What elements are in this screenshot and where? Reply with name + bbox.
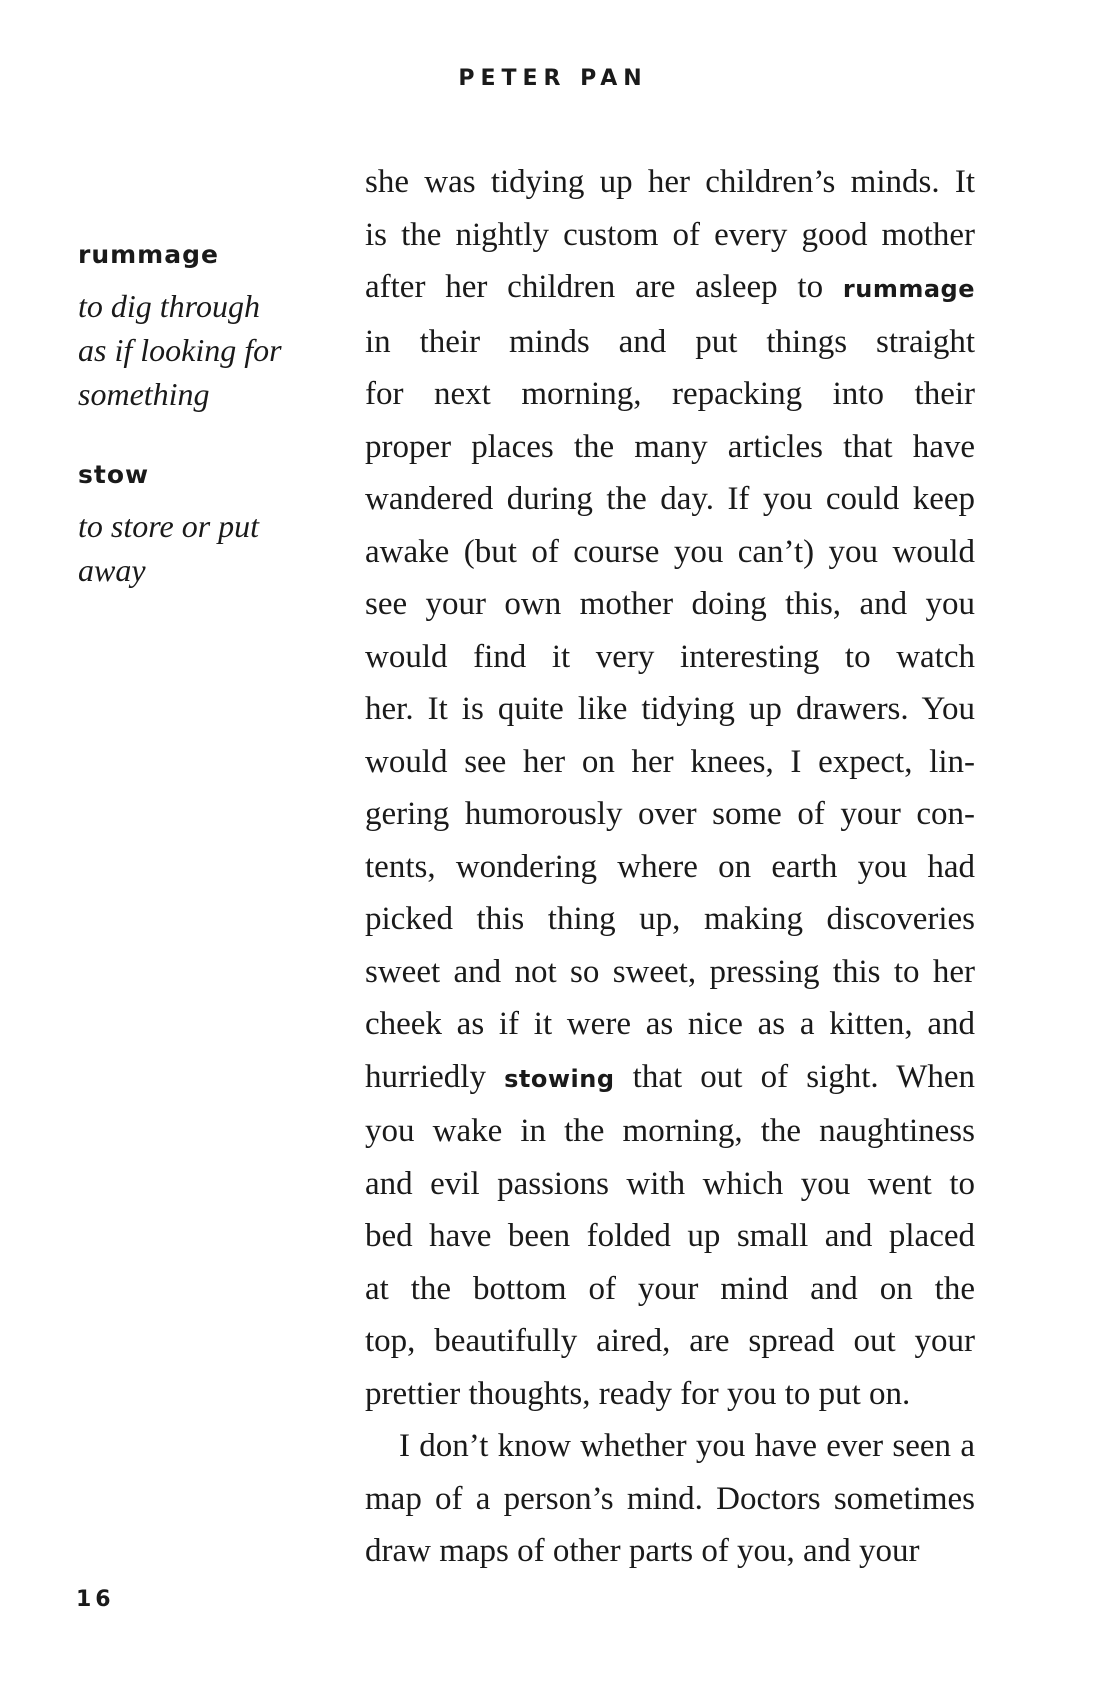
text-line: I don’t know whether you have ever seen a [399, 1428, 975, 1464]
text-line: her. It is quite like tidying up drawers. You [365, 691, 975, 727]
definition-line: to store or put [78, 508, 260, 544]
text-fragment: after her children are asleep to [365, 269, 843, 305]
text-line: prettier thoughts, ready for you to put on. [365, 1375, 911, 1412]
glossary-definition [78, 504, 318, 592]
text-line: wandered during the day. If you could keep [365, 481, 975, 517]
text-line: see your own mother doing this, and you [365, 586, 975, 622]
text-line: draw maps of other parts of you, and your [365, 1533, 920, 1569]
glossary-term: stow [78, 460, 150, 489]
text-line: bed have been folded up small and placed [365, 1218, 975, 1254]
definition-line: as if looking for [78, 332, 282, 368]
glossary-term-highlight: rummage [842, 275, 975, 303]
glossary-term-highlight: stowing [504, 1064, 615, 1093]
text-line: and evil passions with which you went to [365, 1165, 975, 1202]
text-line: at the bottom of your mind and on the [365, 1270, 975, 1307]
text-fragment: that out of sight. When [614, 1058, 975, 1095]
text-line: sweet and not so sweet, pressing this to her [365, 953, 975, 990]
glossary-sidebar [78, 240, 318, 636]
glossary-term: rummage [78, 240, 219, 269]
text-line: in their minds and put things straight [365, 323, 975, 360]
text-line: you wake in the morning, the naughtiness [365, 1113, 975, 1149]
body-text [365, 156, 975, 1578]
page-number: 16 [76, 1587, 115, 1612]
text-line: would see her on her knees, I expect, lin- [365, 743, 975, 780]
text-line: map of a person’s mind. Doctors sometimes [365, 1480, 975, 1517]
glossary-entry-stow [78, 460, 318, 592]
definition-line: something [78, 376, 210, 412]
running-head: PETER PAN [458, 66, 648, 91]
text-line: she was tidying up her children’s minds. It [365, 164, 975, 200]
glossary-entry-rummage [78, 240, 318, 416]
text-line: gering humorously over some of your con- [365, 796, 975, 832]
definition-line: to dig through [78, 288, 260, 324]
text-line: cheek as if it were as nice as a kitten, and [365, 1006, 975, 1042]
text-fragment: hurriedly [365, 1058, 505, 1095]
text-line: proper places the many articles that have [365, 428, 975, 465]
text-line: tents, wondering where on earth you had [365, 848, 975, 885]
definition-line: away [78, 552, 146, 588]
text-line-with-term [365, 261, 975, 316]
glossary-definition [78, 284, 318, 416]
text-line: awake (but of course you can’t) you would [365, 533, 975, 570]
text-line: picked this thing up, making discoveries [365, 901, 975, 937]
text-line: would find it very interesting to watch [365, 638, 975, 675]
text-line: is the nightly custom of every good mother [365, 216, 975, 253]
text-line-with-term [365, 1051, 975, 1106]
text-line: for next morning, repacking into their [365, 376, 975, 412]
text-line: top, beautifully aired, are spread out your [365, 1323, 975, 1359]
